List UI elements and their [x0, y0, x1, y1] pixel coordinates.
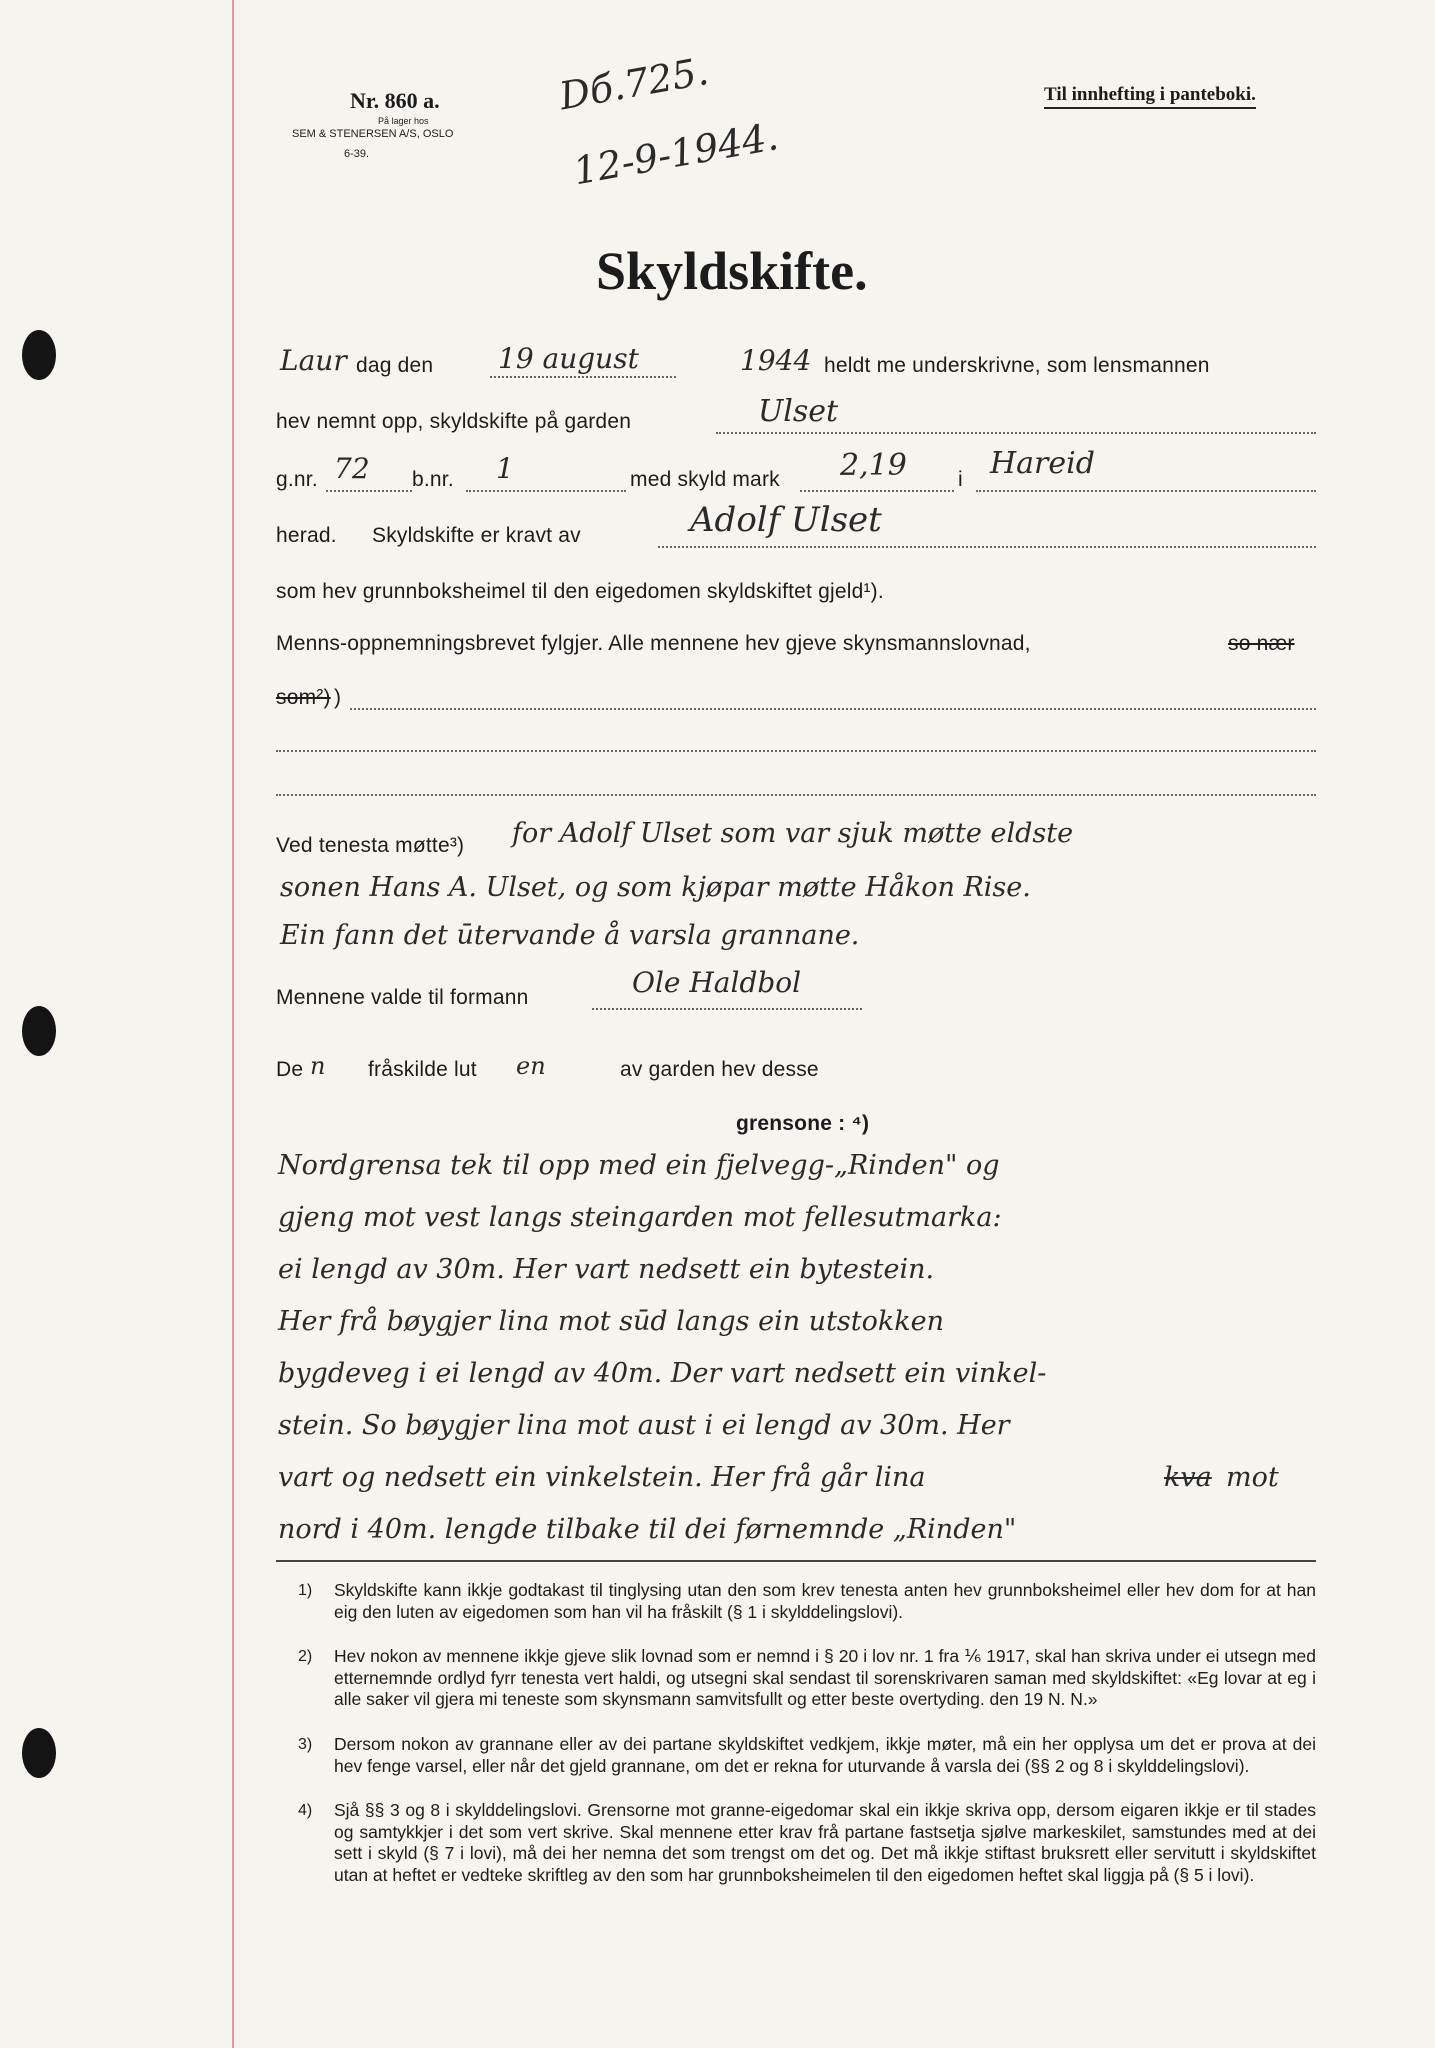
mote-handwritten-3: Ein fann det ūtervande å varsla grannane.: [280, 920, 860, 951]
footnote-text: Sjå §§ 3 og 8 i skylddelingslovi. Grensorne mot granne-eigedomar skal ein ikkje skriva opp, dersom eigaren ikkje er til stades og samtykkjer i det som vert skrive. Skal mennene etter krav frå partane fastsetja sjølve markeskilet, samstundes med at dei sett i skyld (§ 7 i lovi), må dei her nemna det som trengst om det og. Det må ikkje stiftast bruksrett eller servitutt i skyldskiftet utan at heftet er vedteke skriftleg av den som har grunnboksheimelen til den eigedomen heftet skal liggja på (§ 5 i lovi).: [334, 1800, 1316, 1885]
herad-label: herad.: [276, 524, 337, 547]
mote-handwritten-2: sonen Hans A. Ulset, og som kjøpar møtte Håkon Rise.: [280, 872, 1031, 903]
page-title: Skyldskifte.: [596, 241, 868, 301]
heimel-text: som hev grunnboksheimel til den eigedomen skyldskiftet gjeld¹).: [276, 580, 884, 603]
year-handwritten: 1944: [740, 344, 812, 377]
krav-handwritten: Adolf Ulset: [690, 500, 882, 540]
punch-hole: [22, 330, 56, 380]
herad-handwritten: Hareid: [990, 446, 1095, 481]
footnote-text: Skyldskifte kann ikkje godtakast til tinglysing utan den som krev tenesta anten hev grunnboksheimel eller hev dom for at han eig den luten av eigedomen som han vil ha fråskilt (§ 1 i skylddelingslovi).: [334, 1580, 1316, 1622]
boundary-line: nord i 40m. lengde tilbake til dei førnemnde „Rinden": [278, 1514, 1017, 1545]
footnote-number: 4): [298, 1802, 313, 1819]
i-label: i: [958, 468, 963, 491]
footnote-number: 3): [298, 1736, 313, 1753]
bnr-handwritten: 1: [496, 452, 514, 485]
top-right-note: Til innhefting i panteboki.: [1044, 84, 1256, 109]
boundary-line: ei lengd av 30m. Her vart nedsett ein bytestein.: [278, 1254, 935, 1285]
formann-handwritten: Ole Haldbol: [632, 966, 802, 999]
farm-line-text: hev nemnt opp, skyldskifte på garden: [276, 410, 632, 433]
publisher-date: 6-39.: [344, 148, 370, 160]
boundary-line: gjeng mot vest langs steingarden mot fellesutmarka:: [278, 1202, 1002, 1233]
footnote-number: 1): [298, 1582, 313, 1599]
som-strike: som²): [276, 686, 331, 709]
gnr-label: g.nr.: [276, 468, 318, 491]
lut-label-2: fråskilde lut: [368, 1058, 477, 1081]
boundary-line: vart og nedsett ein vinkelstein. Her frå går lina: [278, 1462, 926, 1493]
publisher-line2: SEM & STENERSEN A/S, OSLO: [292, 128, 454, 140]
footnote-text: Hev nokon av mennene ikkje gjeve slik lovnad som er nemnd i § 20 i lov nr. 1 fra ⅙ 1917, skal han skriva under ei utsegn med etternemnde ordlyd fyrr tenesta vert haldi, og utsegni skal sendast til sorenskrivaren saman med skyldskiftet: «Eg lovar at eg i alle saker vil gjera mi teneste som skynsmann samvitsfullt og etter beste overtyding. den 19 N. N.»: [334, 1646, 1316, 1709]
skyld-handwritten: 2,19: [840, 448, 907, 483]
lut-handwritten-2: en: [516, 1052, 546, 1080]
form-number: Nr. 860 a.: [350, 88, 440, 113]
handwritten-date: 12-9-1944.: [570, 114, 782, 194]
footnote-number: 2): [298, 1648, 313, 1665]
krav-label: Skyldskifte er kravt av: [372, 524, 581, 547]
publisher-line1: På lager hos: [378, 116, 429, 126]
mote-label: Ved tenesta møtte³): [276, 834, 465, 857]
handwritten-ref: Dб.725.: [556, 48, 712, 119]
lut-handwritten-1: n: [310, 1052, 326, 1080]
boundary-line: Her frå bøygjer lina mot sūd langs ein utstokken: [278, 1306, 944, 1337]
lut-label-1: De: [276, 1058, 304, 1081]
grensone-heading: grensone : ⁴): [736, 1112, 870, 1135]
footnote-text: Dersom nokon av grannane eller av dei partane skyldskiftet vedkjem, ikkje møter, må ein her opplysa um det er prova at dei hev fenge varsel, eller når det gjeld grannane, om det er rekna for uturvande å varsla dei (§§ 2 og 8 i skylddelingslovi).: [334, 1734, 1316, 1776]
punch-hole: [22, 1728, 56, 1778]
punch-hole: [22, 1006, 56, 1056]
menns-text: Menns-oppnemningsbrevet fylgjer. Alle mennene hev gjeve skynsmannslovnad,: [276, 632, 1031, 655]
margin-rule: [232, 0, 234, 2048]
boundary-line: Nordgrensa tek til opp med ein fjelvegg-„Rinden" og: [278, 1150, 1000, 1181]
bnr-label: b.nr.: [412, 468, 454, 491]
farm-handwritten: Ulset: [758, 394, 839, 429]
boundary-strike: kva: [1164, 1462, 1212, 1493]
intro-text: heldt me underskrivne, som lensmannen: [824, 354, 1210, 377]
boundary-line: stein. So bøygjer lina mot aust i ei lengd av 30m. Her: [278, 1410, 1010, 1441]
mote-handwritten-1: for Adolf Ulset som var sjuk møtte eldste: [512, 818, 1074, 849]
footnote-divider: [276, 1560, 1316, 1562]
date-line: [490, 376, 676, 378]
gnr-handwritten: 72: [334, 452, 370, 485]
day-suffix: dag den: [356, 354, 434, 377]
lut-label-3: av garden hev desse: [620, 1058, 819, 1081]
formann-label: Mennene valde til formann: [276, 986, 529, 1009]
menns-strike: so nær: [1228, 632, 1295, 655]
boundary-line7-end: mot: [1226, 1462, 1279, 1493]
day-handwritten: Laur: [280, 344, 347, 377]
skyld-label: med skyld mark: [630, 468, 780, 491]
document-page: Nr. 860 a. På lager hos SEM & STENERSEN A/S, OSLO 6-39. Dб.725. 12-9-1944. Til innhefting i panteboki. Skyldskifte. Laur dag den 19 august 1944 heldt me underskrivne, som lensmannen hev nemnt opp, skyldskifte på garden Ulset g.nr. 72 b.nr. 1 med skyld mark 2,19 i Hareid herad. Skyldskifte er kravt av Adolf Ulset som hev grunnboksheimel til den eigedomen skyldskiftet gjeld¹). Menns-oppnemningsbrevet fylgjer. Alle mennene hev gjeve skynsmannslovnad, so nær som²) ) Ved tenesta møtte³) for Adolf Ulset som var sjuk møtte eldste sonen Hans A. Ulset, og som kjøpar møtte Håkon Rise. Ein fann det ūtervande å varsla grannane. Mennene valde til formann Ole Haldbol De n fråskilde lut en av garden hev desse grensone : ⁴) Nordgrensa tek til opp med ein fjelvegg-„Rinden" og gjeng mot vest langs steingarden mot fellesutmarka: ei lengd av 30m. Her vart nedsett ein bytestein. Her frå bøygjer lina mot sūd langs ein utstokken bygdeveg i ei lengd av 40m. Der vart nedsett ein vinkel- stein. So bøygjer lina mot aust i ei lengd av 30m. Her vart og nedsett ein vinkelstein. Her frå går lina kva mot nord i 40m. lengde tilbake til dei førnemnde „Rinden" 1) Skyldskifte kann ikkje godtakast til tinglysing utan den som krev tenesta anten hev grunnboksheimel eller hev dom for at han eig den luten av eigedomen som han vil ha fråskilt (§ 1 i skylddelingslovi). 2) Hev nokon av mennene ikkje gjeve slik lovnad som er nemnd i § 20 i lov nr. 1 fra ⅙ 1917, skal han skriva under ei utsegn med etternemnde ordlyd fyrr tenesta vert haldi, og utsegni skal sendast til sorenskrivaren saman med skyldskiftet: «Eg lovar at eg i alle saker vil gjera mi teneste som skynsmann samvitsfullt og etter beste overtyding. den 19 N. N.» 3) Dersom nokon av grannane eller av dei partane skyldskiftet vedkjem, ikkje møter, må ein her opplysa um det er prova at dei hev fenge varsel, eller når det gjeld grannane, om det er rekna for uturvande å varsla dei (§§ 2 og 8 i skylddelingslovi). 4) Sjå §§ 3 og 8 i skylddelingslovi. Grensorne mot granne-eigedomar skal ein ikkje skriva opp, dersom eigaren ikkje er til stades og samtykkjer i det som vert skrive. Skal mennene etter krav frå partane fastsetja sjølve markeskilet, samstundes med at dei sett i skyld (§ 7 i lovi), må dei her nemna det som trengst om det og. Det må ikkje stiftast bruksrett eller servitutt i skyldskiftet utan at heftet er vedteke skriftleg av den som har grunnboksheimelen til den eigedomen heftet skal liggja på (§ 5 i lovi).: [0, 0, 1435, 2048]
date-handwritten: 19 august: [498, 342, 639, 375]
boundary-line: bygdeveg i ei lengd av 40m. Der vart nedsett ein vinkel-: [278, 1358, 1047, 1389]
